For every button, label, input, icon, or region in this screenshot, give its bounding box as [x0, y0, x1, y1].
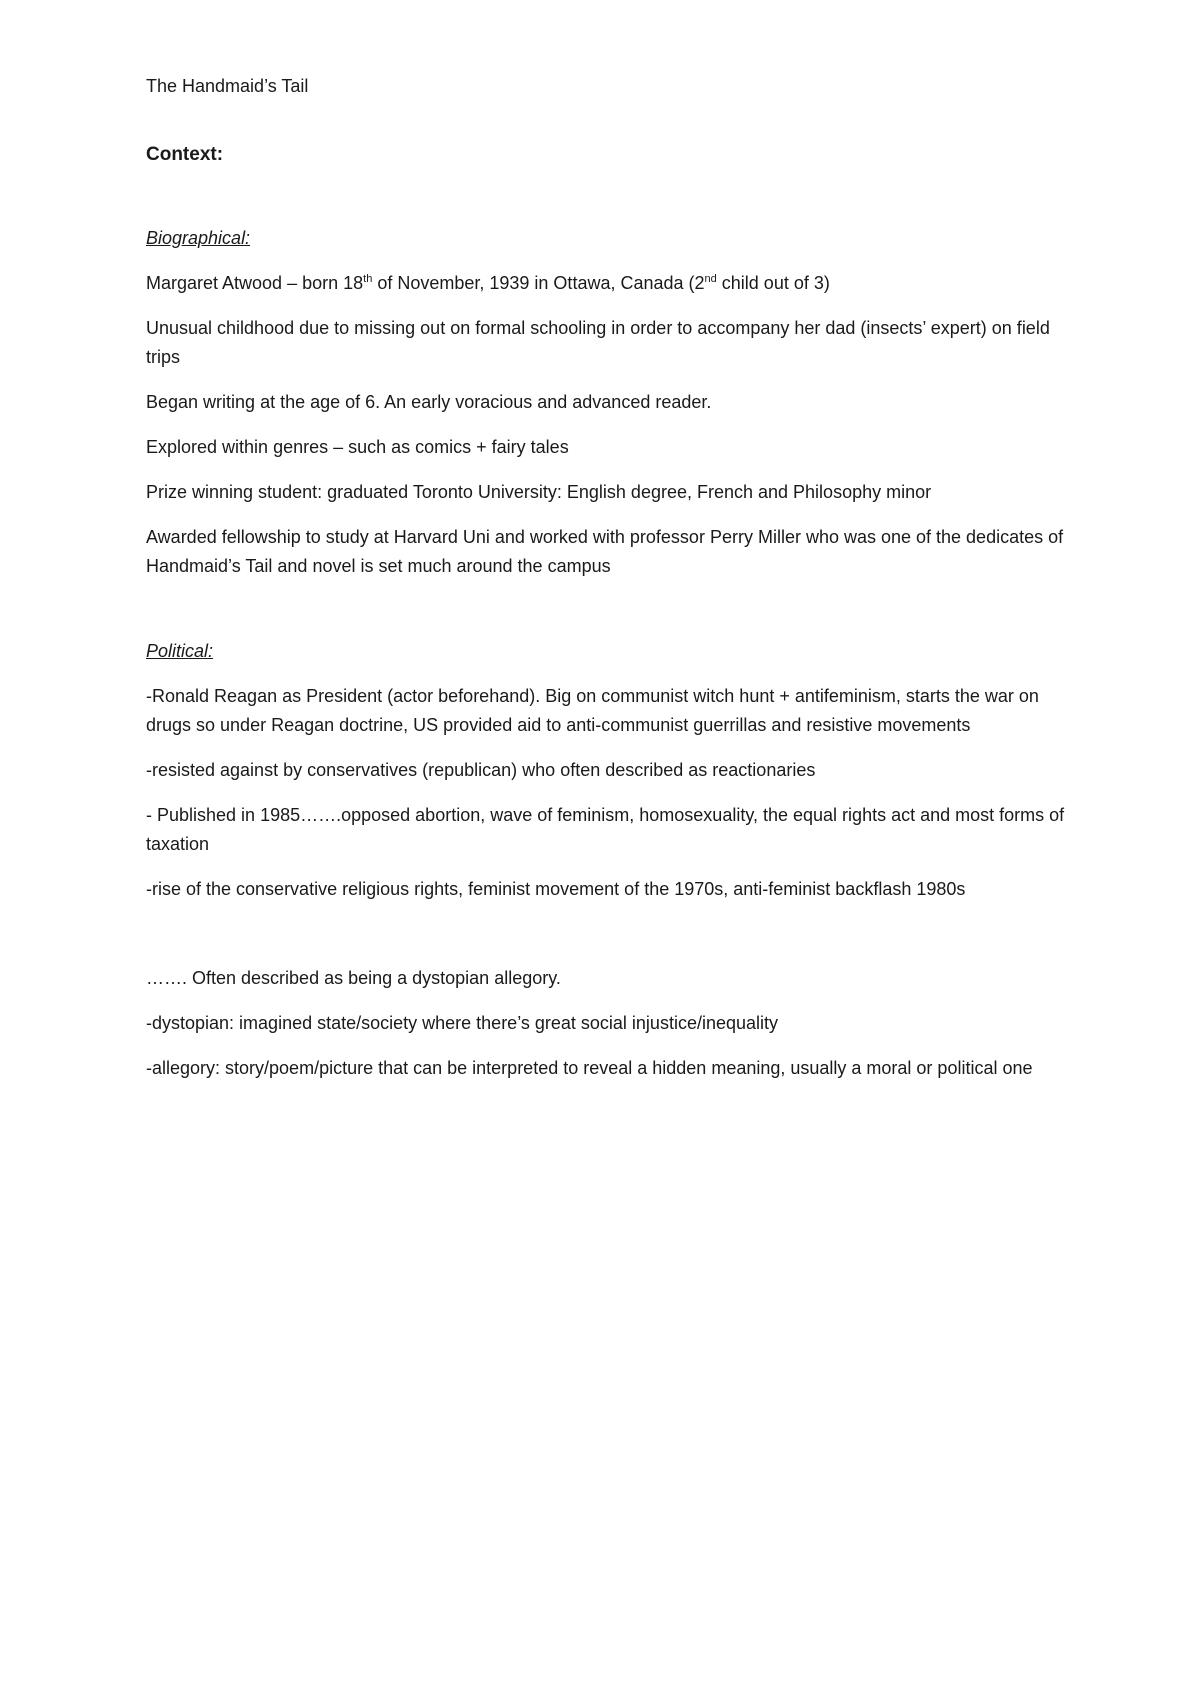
context-heading: Context: [146, 144, 224, 165]
political-heading: Political: [146, 641, 214, 661]
political-paragraph: -rise of the conservative religious rights, feminist movement of the 1970s, anti-feminist backflash 1980s [146, 879, 966, 899]
biographical-paragraph: Explored within genres – such as comics + fairy tales [146, 437, 569, 457]
allegory-paragraph: -dystopian: imagined state/society where there’s great social injustice/inequality [146, 1013, 779, 1033]
birth-text-1: Margaret Atwood – born 18 [146, 273, 364, 293]
biographical-section [146, 224, 1076, 581]
political-section [146, 637, 1076, 904]
biographical-paragraph: Unusual childhood due to missing out on formal schooling in order to accompany her dad (insects’ expert) on field trips [146, 318, 1050, 367]
ordinal-suffix-th: th [363, 273, 373, 285]
ordinal-suffix-nd: nd [704, 273, 717, 285]
biographical-paragraph: Prize winning student: graduated Toronto University: English degree, French and Philosophy minor [146, 482, 932, 502]
biographical-paragraph: Began writing at the age of 6. An early voracious and advanced reader. [146, 392, 712, 412]
document-body [146, 72, 1076, 1099]
political-paragraph: -Ronald Reagan as President (actor beforehand). Big on communist witch hunt + antifeminism, starts the war on drugs so under Reagan doctrine, US provided aid to anti-communist guerrillas and resistive movements [146, 686, 1039, 735]
section-spacer [146, 597, 1076, 637]
allegory-section [146, 964, 1076, 1083]
document-title: The Handmaid’s Tail [146, 76, 309, 96]
biographical-heading: Biographical: [146, 228, 251, 248]
birth-paragraph [146, 269, 1076, 298]
allegory-paragraph: -allegory: story/poem/picture that can be interpreted to reveal a hidden meaning, usually a moral or political one [146, 1058, 1033, 1078]
birth-text-3: child out of 3) [716, 273, 830, 293]
birth-text-2: of November, 1939 in Ottawa, Canada (2 [372, 273, 705, 293]
political-paragraph: - Published in 1985…….opposed abortion, wave of feminism, homosexuality, the equal rights act and most forms of taxation [146, 805, 1065, 854]
political-paragraph: -resisted against by conservatives (republican) who often described as reactionaries [146, 760, 816, 780]
allegory-paragraph: ……. Often described as being a dystopian allegory. [146, 968, 561, 988]
section-spacer [146, 920, 1076, 964]
biographical-paragraph: Awarded fellowship to study at Harvard Uni and worked with professor Perry Miller who was one of the dedicates of Handmaid’s Tail and novel is set much around the campus [146, 527, 1064, 576]
